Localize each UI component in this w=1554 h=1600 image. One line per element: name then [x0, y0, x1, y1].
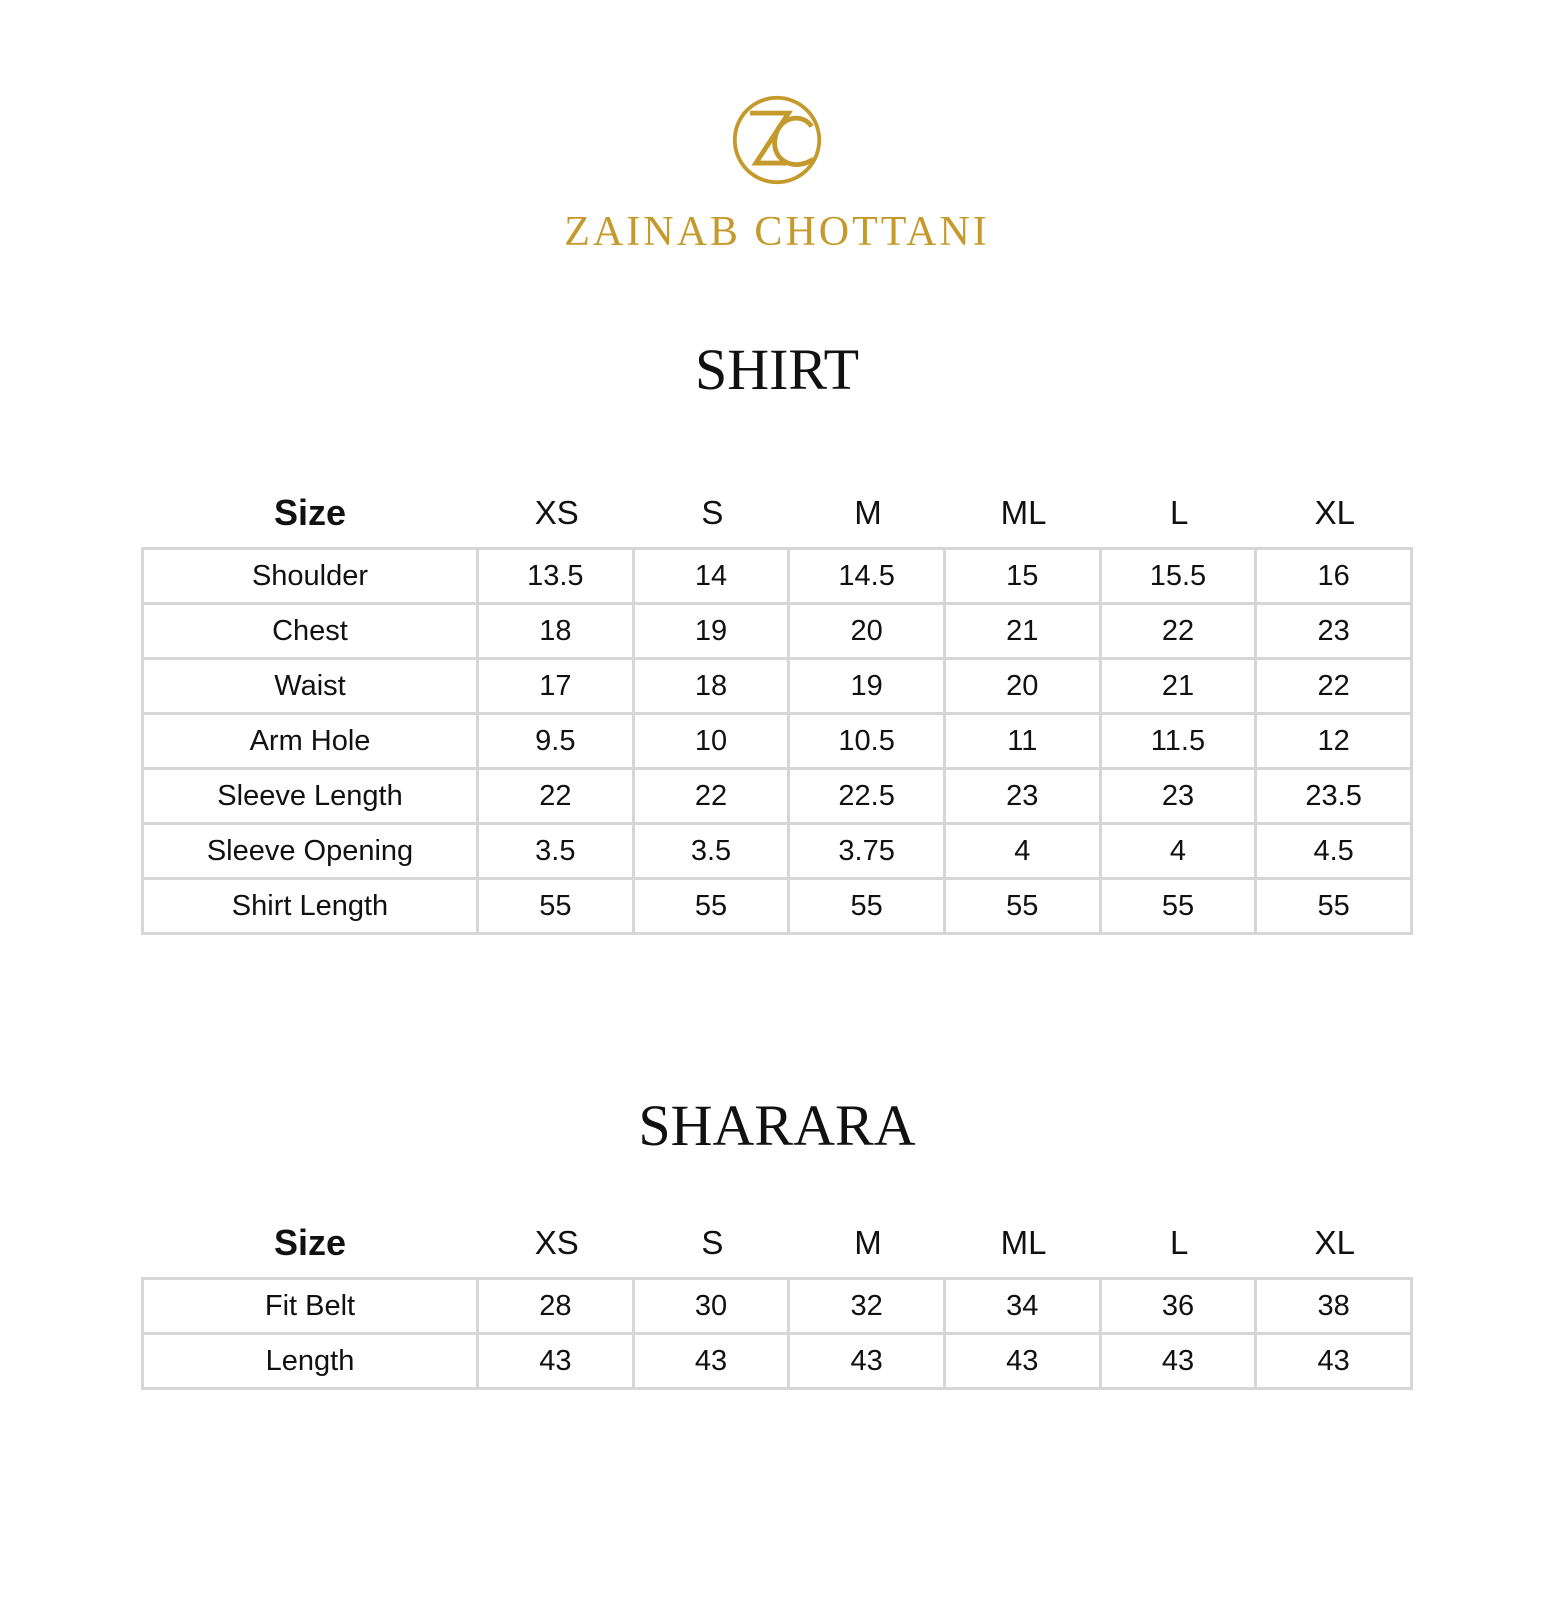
table-cell: 23	[1100, 769, 1256, 824]
table-cell: 43	[789, 1334, 945, 1389]
table-cell: 43	[633, 1334, 789, 1389]
table-row	[143, 1279, 1412, 1334]
table-cell: 22.5	[789, 769, 945, 824]
table-cell: 55	[944, 879, 1100, 934]
table-row	[143, 604, 1412, 659]
sharara-size-header	[141, 1223, 1413, 1263]
table-row	[143, 824, 1412, 879]
table-cell: 14.5	[789, 549, 945, 604]
table-cell: 3.5	[478, 824, 634, 879]
table-cell: 10.5	[789, 714, 945, 769]
table-cell: 15	[944, 549, 1100, 604]
table-cell: 30	[633, 1279, 789, 1334]
table-cell: 22	[633, 769, 789, 824]
table-cell: 11.5	[1100, 714, 1256, 769]
table-cell: 16	[1256, 549, 1412, 604]
table-cell: 12	[1256, 714, 1412, 769]
size-xs: XS	[534, 1224, 579, 1261]
measurement-label: Shirt Length	[143, 879, 478, 934]
table-cell: 4.5	[1256, 824, 1412, 879]
table-cell: 55	[1100, 879, 1256, 934]
table-cell: 3.5	[633, 824, 789, 879]
table-cell: 18	[633, 659, 789, 714]
measurement-label: Chest	[143, 604, 478, 659]
table-row	[143, 714, 1412, 769]
table-cell: 21	[944, 604, 1100, 659]
table-row	[143, 879, 1412, 934]
size-xl: XL	[1314, 494, 1355, 531]
table-cell: 23	[1256, 604, 1412, 659]
size-s: S	[701, 1224, 724, 1261]
table-cell: 22	[478, 769, 634, 824]
size-l: L	[1169, 494, 1189, 531]
sharara-title: SHARARA	[638, 1093, 916, 1158]
table-cell: 21	[1100, 659, 1256, 714]
table-cell: 43	[478, 1334, 634, 1389]
size-m: M	[854, 494, 882, 531]
size-xs: XS	[534, 494, 579, 531]
table-cell: 36	[1100, 1279, 1256, 1334]
shirt-title: SHIRT	[694, 337, 860, 402]
size-label: Size	[273, 492, 347, 533]
size-m: M	[854, 1224, 882, 1261]
table-cell: 22	[1100, 604, 1256, 659]
measurement-label: Sleeve Length	[143, 769, 478, 824]
sharara-size-table	[141, 1277, 1413, 1390]
table-row	[143, 659, 1412, 714]
size-xl: XL	[1314, 1224, 1355, 1261]
brand-name: ZAINAB CHOTTANI	[564, 209, 990, 255]
table-cell: 28	[478, 1279, 634, 1334]
measurement-label: Arm Hole	[143, 714, 478, 769]
table-cell: 23	[944, 769, 1100, 824]
table-row	[143, 1334, 1412, 1389]
table-cell: 38	[1256, 1279, 1412, 1334]
table-cell: 9.5	[478, 714, 634, 769]
measurement-label: Shoulder	[143, 549, 478, 604]
size-label: Size	[273, 1222, 347, 1263]
table-cell: 55	[633, 879, 789, 934]
table-cell: 23.5	[1256, 769, 1412, 824]
brand-logo	[0, 92, 1554, 188]
size-ml: ML	[1000, 494, 1047, 531]
size-s: S	[701, 494, 724, 531]
table-cell: 43	[1100, 1334, 1256, 1389]
table-cell: 55	[1256, 879, 1412, 934]
table-cell: 55	[478, 879, 634, 934]
table-cell: 13.5	[478, 549, 634, 604]
table-cell: 20	[789, 604, 945, 659]
table-cell: 43	[944, 1334, 1100, 1389]
table-cell: 11	[944, 714, 1100, 769]
shirt-size-header	[141, 493, 1413, 533]
table-cell: 18	[478, 604, 634, 659]
measurement-label: Fit Belt	[143, 1279, 478, 1334]
table-cell: 19	[633, 604, 789, 659]
shirt-size-table	[141, 547, 1413, 935]
size-l: L	[1169, 1224, 1189, 1261]
table-cell: 3.75	[789, 824, 945, 879]
table-row	[143, 549, 1412, 604]
table-cell: 55	[789, 879, 945, 934]
table-cell: 17	[478, 659, 634, 714]
measurement-label: Length	[143, 1334, 478, 1389]
table-row	[143, 769, 1412, 824]
table-cell: 22	[1256, 659, 1412, 714]
table-cell: 19	[789, 659, 945, 714]
zc-monogram-logo-icon	[729, 92, 825, 188]
table-cell: 20	[944, 659, 1100, 714]
table-cell: 34	[944, 1279, 1100, 1334]
table-cell: 32	[789, 1279, 945, 1334]
measurement-label: Sleeve Opening	[143, 824, 478, 879]
table-cell: 10	[633, 714, 789, 769]
table-cell: 4	[944, 824, 1100, 879]
table-cell: 15.5	[1100, 549, 1256, 604]
table-cell: 4	[1100, 824, 1256, 879]
table-cell: 43	[1256, 1334, 1412, 1389]
size-ml: ML	[1000, 1224, 1047, 1261]
table-cell: 14	[633, 549, 789, 604]
measurement-label: Waist	[143, 659, 478, 714]
